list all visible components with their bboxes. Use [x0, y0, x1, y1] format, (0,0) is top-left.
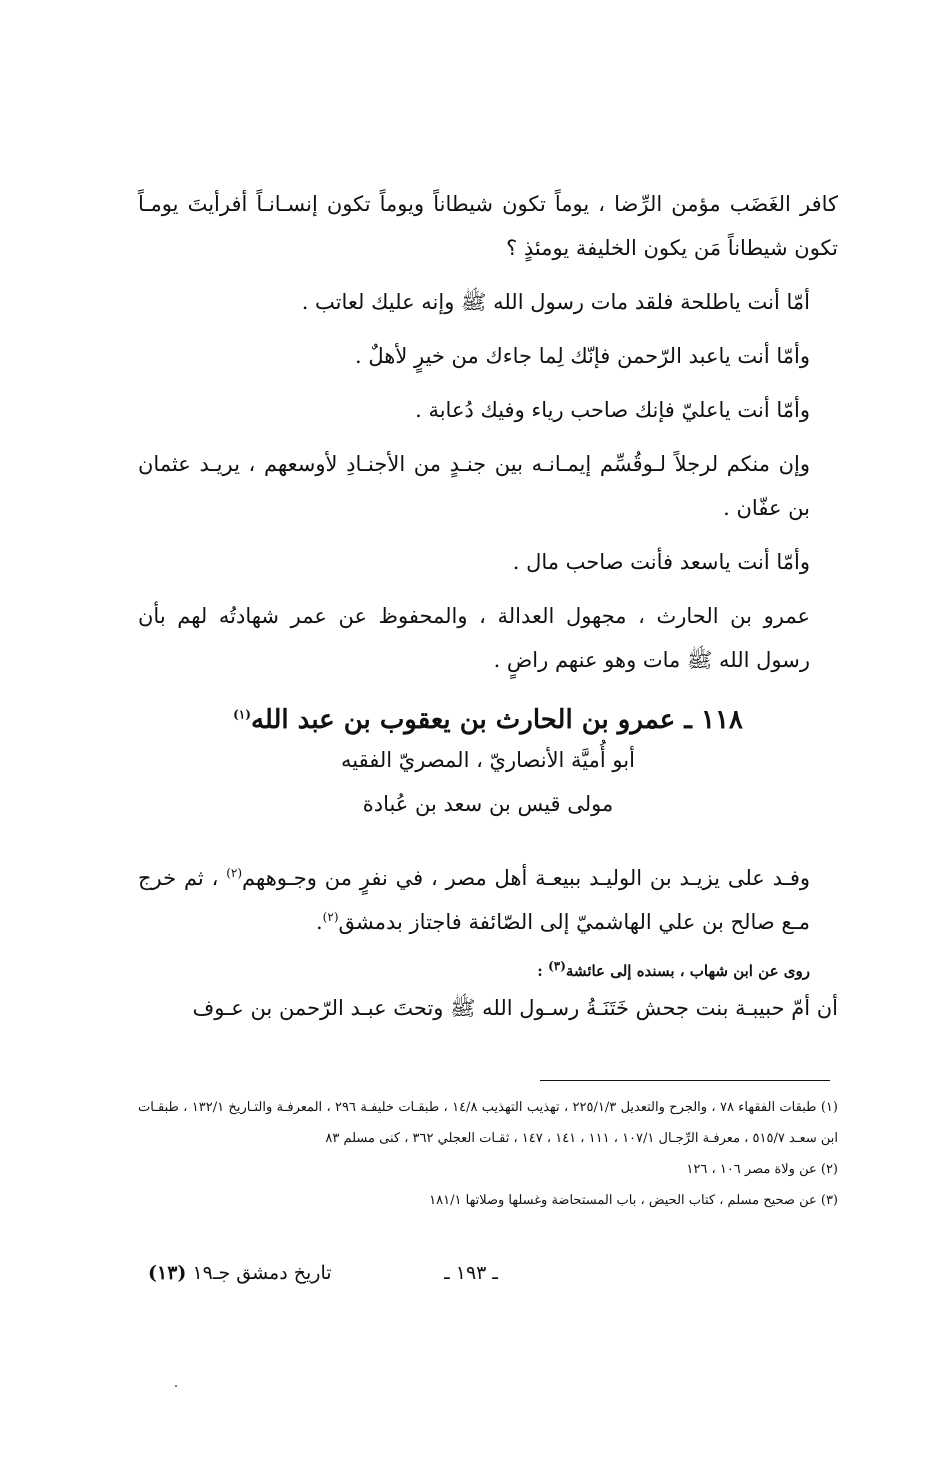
body-p1-a: وفـد على يزيـد بن الوليـد ببيعـة أهل مصر ، في نفرٍ من وجـوههم	[242, 866, 810, 890]
scan-speck	[175, 1385, 177, 1387]
footnote-ref-2a: (٢)	[226, 866, 243, 880]
footnote-1: (١) طبقات الفقهاء ٧٨ ، والجرح والتعديل ٢٢٥/١/٣ ، تهذيب التهذيب ١٤/٨ ، طبقـات خليفـة ٢٩٦ ، المعرفـة والتـاريخ ١٣٢/١ ، طبقـات ابن سعـد ٥١٥/٧ ، معرفـة الرِّجـال ١٠٧/١ ، ١١١ ، ١٤١ ، ١٤٧ ، ثقـات العجلي ٣٦٢ ، كنى مسلم ٨٣	[138, 1100, 838, 1146]
page-footer	[138, 1262, 838, 1302]
entry-mawla: مولى قيس بن سعد بن عُبادة	[362, 792, 614, 816]
footnote-2: (٢) عن ولاة مصر ١٠٦ ، ١٢٦	[686, 1162, 838, 1177]
top-text-block	[138, 182, 838, 682]
paragraph-3: وأمّا أنت ياعبد الرّحمن فإنّك لِما جاءك من خيرٍ لأهلٌ .	[355, 344, 810, 368]
entry-heading	[138, 700, 838, 824]
body-paragraph-3: أن أمّ حبيبـة بنت جحش خَتَنَـةُ رسـول الله ﷺ وتحتَ عبـد الرّحمن بن عـوف	[192, 996, 838, 1020]
volume-part: (١٣)	[148, 1262, 187, 1284]
paragraph-4: وأمّا أنت ياعليّ فإنك صاحب رياء وفيك دُعابة .	[415, 398, 810, 422]
entry-body	[138, 856, 838, 1030]
running-title	[148, 1262, 332, 1284]
entry-title-text: ١١٨ ـ عمرو بن الحارث بن يعقوب بن عبد الله	[250, 705, 743, 735]
footnote-3: (٣) عن صحيح مسلم ، كتاب الحيض ، باب المستحاضة وغسلها وصلاتها ١٨١/١	[429, 1193, 838, 1208]
entry-kunya: أبو أُميَّة الأنصاريّ ، المصريّ الفقيه	[341, 748, 635, 772]
running-title-text: تاريخ دمشق جـ١٩	[192, 1262, 332, 1284]
paragraph-2: أمّا أنت ياطلحة فلقد مات رسول الله ﷺ وإنه عليك لعاتب .	[301, 290, 810, 314]
body-paragraph-1	[138, 856, 838, 944]
body-p2-a: روى عن ابن شهاب ، بسنده إلى عائشة	[565, 962, 810, 980]
footnote-ref-2b: (٢)	[322, 910, 339, 924]
footnotes	[138, 1092, 838, 1216]
paragraph-7: عمرو بن الحارث ، مجهول العدالة ، والمحفوظ عن عمر شهادتُه لهم بأن رسول الله ﷺ مات وهو عنهم راضٍ .	[138, 604, 810, 672]
paragraph-6: وأمّا أنت ياسعد فأنت صاحب مال .	[512, 550, 810, 574]
paragraph-1: كافر الغَضَب مؤمن الرِّضا ، يوماً تكون شيطاناً ويوماً تكون إنسـانـاً أفرأيتَ يومـاً تكون شيطاناً مَن يكون الخليفة يومئذٍ ؟	[138, 192, 838, 260]
footnote-ref-3: (٣)	[548, 959, 566, 973]
page-number: ـ ١٩٣ ـ	[444, 1262, 498, 1284]
footnote-ref-1: (١)	[233, 707, 251, 722]
body-p2-b: :	[537, 962, 549, 980]
paragraph-5: وإن منكم لرجلاً لـوقُسِّم إيمـانـه بين جنـدٍ من الأجنـادِ لأوسعهم ، يريـد عثمان بن عفّان .	[138, 452, 810, 520]
entry-title	[138, 700, 838, 740]
body-p1-b: ، ثم خرج مـع صالح بن علي الهاشميّ إلى الصّائفة فاجتاز بدمشق	[138, 866, 810, 934]
footnote-divider	[540, 1080, 830, 1081]
body-p1-c: .	[315, 910, 323, 934]
body-paragraph-2	[138, 956, 838, 986]
